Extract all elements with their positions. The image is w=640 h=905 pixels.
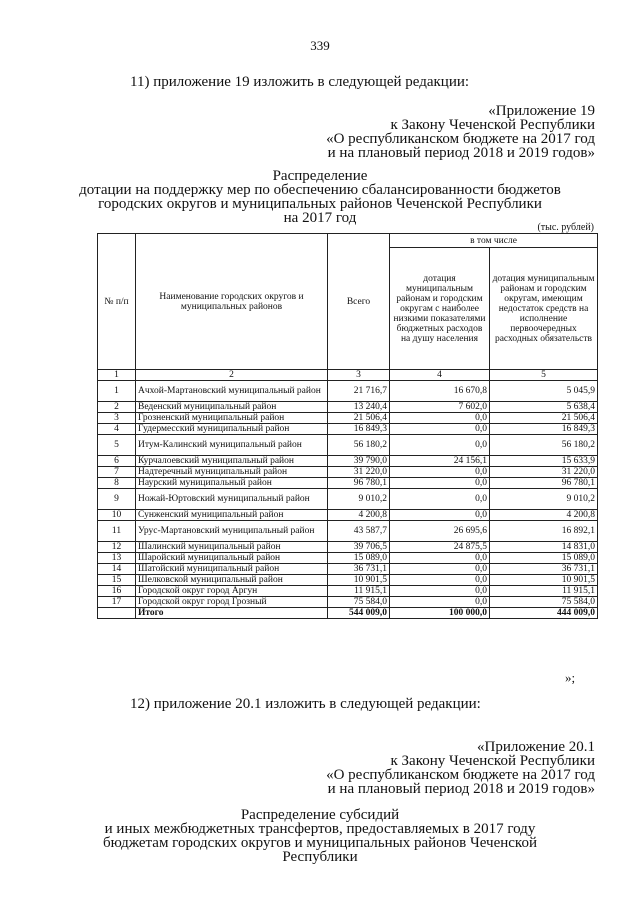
row-name: Итум-Калинский муниципальный район (136, 435, 328, 456)
row-name: Веденский муниципальный район (136, 402, 328, 413)
row-name: Сунженский муниципальный район (136, 510, 328, 521)
row-name: Урус-Мартановский муниципальный район (136, 521, 328, 542)
item-11-instruction: 11) приложение 19 изложить в следующей редакции: (130, 74, 470, 90)
item-12-instruction: 12) приложение 20.1 изложить в следующей редакции: (130, 696, 481, 712)
row-number: 14 (98, 564, 136, 575)
row-name: Шаройский муниципальный район (136, 553, 328, 564)
subsidy-table (97, 233, 598, 619)
row-name: Шелковской муниципальный район (136, 575, 328, 586)
row-col5: 10 901,5 (490, 575, 598, 586)
header-name: Наименование городских округов и муниципальных районов (136, 234, 328, 370)
row-name: Курчалоевский муниципальный район (136, 456, 328, 467)
row-total: 36 731,1 (328, 564, 390, 575)
row-total: 13 240,4 (328, 402, 390, 413)
annex-20-line: «О республиканском бюджете на 2017 год (326, 767, 595, 783)
row-col5: 16 892,1 (490, 521, 598, 542)
table-row (98, 402, 598, 413)
row-col5: 75 584,0 (490, 597, 598, 608)
row-number: 5 (98, 435, 136, 456)
title-line: Распределение субсидий (240, 807, 400, 823)
annex-20-line: к Закону Чеченской Республики (390, 753, 595, 769)
row-col5: 56 180,2 (490, 435, 598, 456)
row-number: 17 (98, 597, 136, 608)
index-cell: 1 (98, 370, 136, 381)
table-row (98, 435, 598, 456)
row-col5: 5 638,4 (490, 402, 598, 413)
row-col4: 0,0 (390, 510, 490, 521)
row-col5: 14 831,0 (490, 542, 598, 553)
row-number: 1 (98, 381, 136, 402)
table-row (98, 564, 598, 575)
annex-20-line: «Приложение 20.1 (476, 739, 595, 755)
total-row (98, 608, 598, 619)
row-col5: 5 045,9 (490, 381, 598, 402)
title-line: дотации на поддержку мер по обеспечению сбалансированности бюджетов (79, 182, 561, 198)
annex-19-line: «Приложение 19 (488, 103, 595, 119)
row-name: Ножай-Юртовский муниципальный район (136, 489, 328, 510)
table-row (98, 424, 598, 435)
row-number: 15 (98, 575, 136, 586)
total-sum: 544 009,0 (328, 608, 390, 619)
row-name: Городской округ город Грозный (136, 597, 328, 608)
row-total: 4 200,8 (328, 510, 390, 521)
row-total: 10 901,5 (328, 575, 390, 586)
page-number: 339 (310, 38, 330, 53)
row-col4: 26 695,6 (390, 521, 490, 542)
table-row (98, 575, 598, 586)
row-total: 15 089,0 (328, 553, 390, 564)
row-name: Надтеречный муниципальный район (136, 467, 328, 478)
row-total: 43 587,7 (328, 521, 390, 542)
row-col5: 21 506,4 (490, 413, 598, 424)
row-total: 56 180,2 (328, 435, 390, 456)
index-cell: 3 (328, 370, 390, 381)
row-col4: 24 156,1 (390, 456, 490, 467)
row-name: Шатойский муниципальный район (136, 564, 328, 575)
row-number: 9 (98, 489, 136, 510)
table-row (98, 489, 598, 510)
row-col4: 0,0 (390, 435, 490, 456)
title-line: Распределение (272, 168, 368, 184)
header-total: Всего (328, 234, 390, 370)
title-line: городских округов и муниципальных районов Чеченской Республики (98, 196, 542, 212)
annex-20-line: и на плановый период 2018 и 2019 годов» (327, 781, 595, 797)
table-row (98, 381, 598, 402)
total-col5: 444 009,0 (490, 608, 598, 619)
row-number: 2 (98, 402, 136, 413)
table-row (98, 597, 598, 608)
row-col4: 0,0 (390, 575, 490, 586)
units-label: (тыс. рублей) (537, 222, 594, 233)
row-col5: 16 849,3 (490, 424, 598, 435)
table-row (98, 542, 598, 553)
header-col5: дотация муниципальным районам и городским округам, имеющим недостаток средств на исполнение первоочередных расходных обязательств (490, 248, 598, 370)
row-col5: 9 010,2 (490, 489, 598, 510)
row-col4: 16 670,8 (390, 381, 490, 402)
row-name: Ачхой-Мартановский муниципальный район (136, 381, 328, 402)
row-total: 39 706,5 (328, 542, 390, 553)
row-col4: 0,0 (390, 413, 490, 424)
row-number: 7 (98, 467, 136, 478)
annex-19-line: «О республиканском бюджете на 2017 год (326, 131, 595, 147)
row-total: 9 010,2 (328, 489, 390, 510)
row-col4: 0,0 (390, 489, 490, 510)
row-col4: 24 875,5 (390, 542, 490, 553)
total-label: Итого (136, 608, 328, 619)
table-body (98, 381, 598, 619)
table-row (98, 413, 598, 424)
row-total: 21 506,4 (328, 413, 390, 424)
row-total: 16 849,3 (328, 424, 390, 435)
row-col4: 0,0 (390, 478, 490, 489)
index-cell: 2 (136, 370, 328, 381)
closing-quote: »; (565, 670, 576, 685)
row-col5: 4 200,8 (490, 510, 598, 521)
total-col4: 100 000,0 (390, 608, 490, 619)
title-line: и иных межбюджетных трансфертов, предоставляемых в 2017 году (104, 821, 536, 837)
row-col4: 7 602,0 (390, 402, 490, 413)
row-col4: 0,0 (390, 597, 490, 608)
row-col4: 0,0 (390, 467, 490, 478)
row-name: Шалинский муниципальный район (136, 542, 328, 553)
table-row (98, 521, 598, 542)
row-number: 13 (98, 553, 136, 564)
row-number: 16 (98, 586, 136, 597)
row-col5: 15 633,9 (490, 456, 598, 467)
row-col5: 31 220,0 (490, 467, 598, 478)
row-name: Грозненский муниципальный район (136, 413, 328, 424)
title-line: бюджетам городских округов и муниципальных районов Чеченской (103, 835, 537, 851)
table-row (98, 510, 598, 521)
row-col4: 0,0 (390, 424, 490, 435)
row-col5: 36 731,1 (490, 564, 598, 575)
row-number: 11 (98, 521, 136, 542)
total-number (98, 608, 136, 619)
row-name: Городской округ город Аргун (136, 586, 328, 597)
row-total: 96 780,1 (328, 478, 390, 489)
row-col5: 15 089,0 (490, 553, 598, 564)
title-line: Республики (282, 849, 358, 865)
row-number: 6 (98, 456, 136, 467)
row-total: 31 220,0 (328, 467, 390, 478)
row-col5: 11 915,1 (490, 586, 598, 597)
row-col4: 0,0 (390, 564, 490, 575)
row-number: 4 (98, 424, 136, 435)
title-line: на 2017 год (283, 210, 357, 226)
header-including: в том числе (390, 234, 598, 248)
table-row (98, 553, 598, 564)
row-number: 10 (98, 510, 136, 521)
table-row (98, 456, 598, 467)
table-19-title (0, 169, 640, 225)
row-col4: 0,0 (390, 586, 490, 597)
table-20-title (0, 808, 640, 864)
row-total: 11 915,1 (328, 586, 390, 597)
row-name: Гудермесский муниципальный район (136, 424, 328, 435)
table-row (98, 467, 598, 478)
row-number: 12 (98, 542, 136, 553)
annex-19-line: к Закону Чеченской Республики (390, 117, 595, 133)
row-total: 39 790,0 (328, 456, 390, 467)
table-row (98, 478, 598, 489)
row-col4: 0,0 (390, 553, 490, 564)
row-col5: 96 780,1 (490, 478, 598, 489)
index-cell: 4 (390, 370, 490, 381)
header-col4: дотация муниципальным районам и городским округам с наиболее низкими показателями бюджетных расходов на душу населения (390, 248, 490, 370)
annex-19-line: и на плановый период 2018 и 2019 годов» (327, 145, 595, 161)
row-number: 3 (98, 413, 136, 424)
index-cell: 5 (490, 370, 598, 381)
row-number: 8 (98, 478, 136, 489)
header-number: № п/п (98, 234, 136, 370)
annex-20-header (326, 740, 595, 796)
annex-19-header (326, 104, 595, 160)
row-total: 21 716,7 (328, 381, 390, 402)
table-row (98, 586, 598, 597)
row-name: Наурский муниципальный район (136, 478, 328, 489)
row-total: 75 584,0 (328, 597, 390, 608)
